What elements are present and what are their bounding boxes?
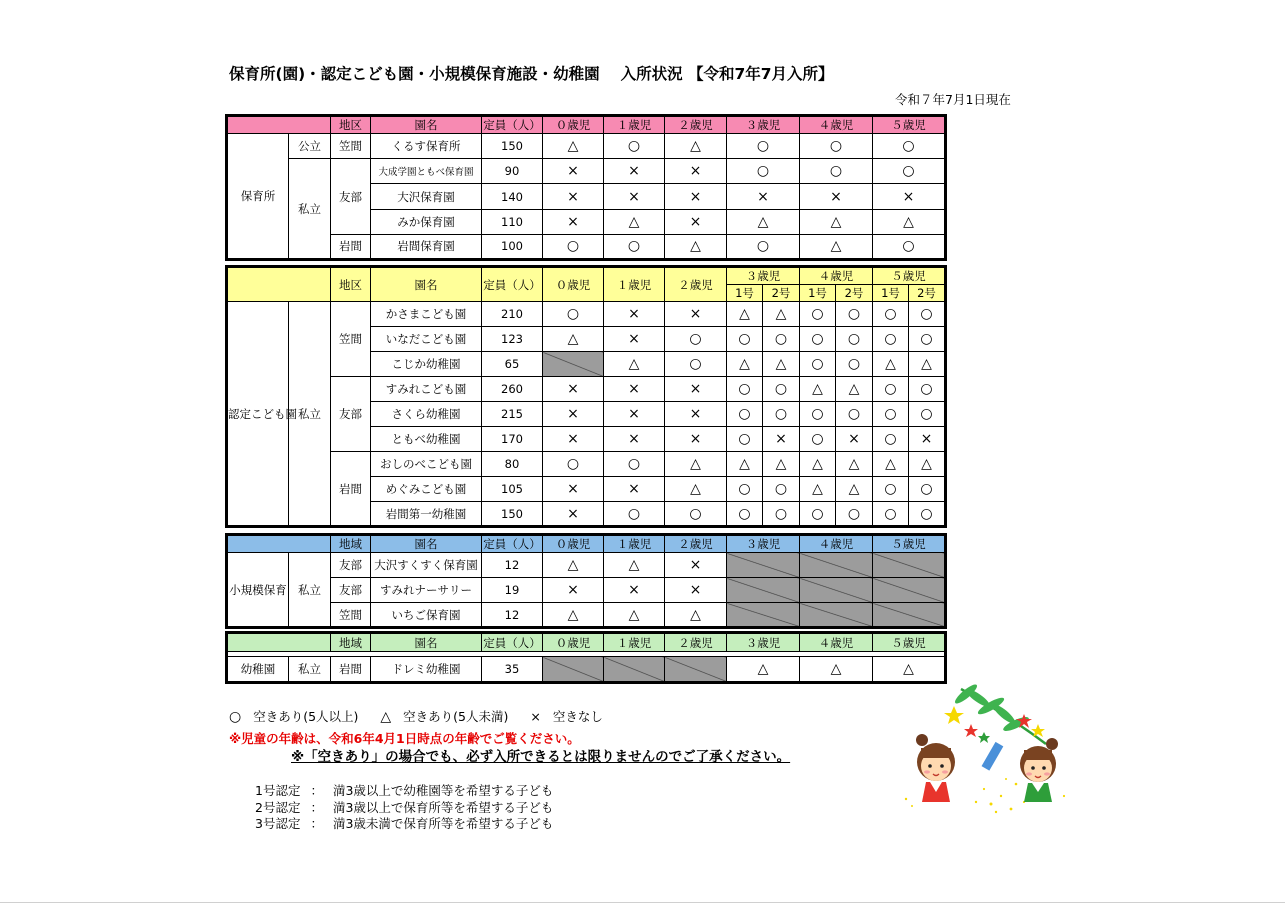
status-cell: × [604, 327, 665, 352]
header-capacity: 定員（人） [482, 633, 543, 652]
status-cell: × [543, 477, 604, 502]
status-cell: ○ [836, 402, 873, 427]
yochien-header-row [227, 633, 946, 652]
capacity-cell: 215 [482, 402, 543, 427]
table-row [227, 657, 946, 683]
definition-text: 満3歳未満で保育所等を希望する子ども [332, 816, 554, 831]
not-applicable-cell [727, 553, 800, 578]
table-row [227, 578, 946, 603]
status-cell: △ [604, 209, 665, 234]
status-cell: × [604, 477, 665, 502]
definition-separator: ： [310, 799, 323, 815]
header-age-0: ０歳児 [543, 116, 604, 134]
facility-name: すみれこども園 [371, 377, 482, 402]
status-cell: △ [873, 352, 909, 377]
header-age-5: ５歳児 [873, 535, 946, 553]
area-cell: 笠間 [331, 302, 371, 377]
status-cell: ○ [727, 134, 800, 159]
not-applicable-cell [727, 603, 800, 628]
header-blank [227, 633, 289, 652]
status-cell: × [665, 553, 727, 578]
header-age-4: ４歳児 [800, 535, 873, 553]
certification-definitions [255, 783, 553, 833]
capacity-cell: 80 [482, 452, 543, 477]
status-cell: ○ [543, 234, 604, 259]
status-cell: △ [727, 452, 763, 477]
facility-name: くるす保育所 [371, 134, 482, 159]
status-cell: △ [604, 603, 665, 628]
status-cell: × [665, 302, 727, 327]
capacity-cell: 12 [482, 553, 543, 578]
header-name: 園名 [371, 633, 482, 652]
availability-note: ※「空きあり」の場合でも、必ず入所できるとは限りませんのでご了承ください。 [291, 749, 791, 765]
status-cell: ○ [909, 302, 946, 327]
status-cell: × [909, 427, 946, 452]
header-area: 地域 [331, 633, 371, 652]
status-cell: ○ [604, 234, 665, 259]
area-cell: 笠間 [331, 134, 371, 159]
status-cell: ○ [665, 352, 727, 377]
facility-name: 大成学園ともべ保育園 [371, 159, 482, 184]
type-cell: 公立 [289, 134, 331, 159]
definition-label: 3号認定 [255, 816, 301, 831]
header-area: 地区 [331, 267, 371, 302]
shokibo-table [225, 533, 947, 629]
status-cell: ○ [543, 452, 604, 477]
capacity-cell: 123 [482, 327, 543, 352]
definition-row [255, 800, 553, 817]
header-name: 園名 [371, 267, 482, 302]
status-cell: ○ [873, 159, 946, 184]
header-blank [227, 116, 289, 134]
facility-name: おしのべこども園 [371, 452, 482, 477]
status-cell: ○ [665, 327, 727, 352]
area-cell: 岩間 [331, 657, 371, 683]
type-cell: 私立 [289, 159, 331, 260]
status-cell: × [604, 427, 665, 452]
status-cell: ○ [873, 377, 909, 402]
status-cell: △ [909, 352, 946, 377]
status-cell: ○ [800, 402, 836, 427]
illustration-svg [896, 684, 1076, 819]
facility-name: こじか幼稚園 [371, 352, 482, 377]
header-age-1: １歳児 [604, 267, 665, 302]
kodomoen-table [225, 265, 947, 528]
status-cell: △ [665, 452, 727, 477]
status-cell: △ [909, 452, 946, 477]
status-cell: △ [727, 209, 800, 234]
type-cell: 私立 [289, 657, 331, 683]
facility-name: みか保育園 [371, 209, 482, 234]
category-cell: 認定こども園 [227, 302, 289, 527]
header-sub-2go: 2号 [763, 285, 800, 302]
status-cell: × [665, 184, 727, 209]
header-blank [289, 535, 331, 553]
status-cell: ○ [873, 302, 909, 327]
type-cell: 私立 [289, 302, 331, 527]
header-age-4: ４歳児 [800, 116, 873, 134]
status-cell: △ [543, 327, 604, 352]
not-applicable-cell [873, 553, 946, 578]
status-cell: △ [763, 302, 800, 327]
status-cell: ○ [763, 502, 800, 527]
status-cell: △ [604, 352, 665, 377]
legend-triangle-symbol: △ [380, 709, 392, 725]
status-cell: ○ [909, 477, 946, 502]
definition-label: 2号認定 [255, 799, 301, 815]
definition-label: 1号認定 [255, 783, 301, 798]
status-cell: × [604, 578, 665, 603]
status-cell: × [800, 184, 873, 209]
status-cell: ○ [836, 502, 873, 527]
status-cell: × [543, 427, 604, 452]
header-age-5: ５歳児 [873, 633, 946, 652]
status-cell: ○ [909, 502, 946, 527]
header-age-5: ５歳児 [873, 116, 946, 134]
facility-name: いちご保育園 [371, 603, 482, 628]
status-cell: ○ [727, 377, 763, 402]
not-applicable-cell [543, 352, 604, 377]
status-cell: △ [604, 553, 665, 578]
facility-name: めぐみこども園 [371, 477, 482, 502]
status-cell: × [543, 578, 604, 603]
status-cell: △ [873, 657, 946, 683]
status-cell: × [543, 184, 604, 209]
area-cell: 岩間 [331, 452, 371, 527]
header-age-1: １歳児 [604, 535, 665, 553]
facility-name: 大沢保育園 [371, 184, 482, 209]
type-cell: 私立 [289, 553, 331, 628]
header-age-3: ３歳児 [727, 633, 800, 652]
header-age-0: ０歳児 [543, 535, 604, 553]
status-cell: × [665, 578, 727, 603]
status-cell: △ [873, 452, 909, 477]
status-cell: × [763, 427, 800, 452]
status-cell: ○ [836, 302, 873, 327]
status-cell: △ [665, 603, 727, 628]
header-area: 地域 [331, 535, 371, 553]
table-row [227, 159, 946, 184]
status-cell: × [727, 184, 800, 209]
status-cell: × [604, 159, 665, 184]
status-cell: ○ [727, 402, 763, 427]
status-cell: △ [665, 134, 727, 159]
header-age-3: ３歳児 [727, 116, 800, 134]
page-title: 保育所(園)・認定こども園・小規模保育施設・幼稚園 入所状況 【令和7年7月入所】 [229, 65, 834, 83]
status-cell: × [604, 377, 665, 402]
status-cell: × [604, 184, 665, 209]
status-cell: ○ [665, 502, 727, 527]
status-cell: ○ [763, 402, 800, 427]
header-capacity: 定員（人） [482, 535, 543, 553]
category-cell: 幼稚園 [227, 657, 289, 683]
status-cell: ○ [873, 327, 909, 352]
header-age-2: ２歳児 [665, 267, 727, 302]
status-cell: △ [873, 209, 946, 234]
not-applicable-cell [800, 578, 873, 603]
status-cell: × [665, 402, 727, 427]
status-cell: △ [800, 477, 836, 502]
status-cell: ○ [727, 427, 763, 452]
capacity-cell: 170 [482, 427, 543, 452]
tanabata-children-illustration [896, 684, 1076, 823]
header-age-3: ３歳児 [727, 267, 800, 285]
status-cell: ○ [873, 134, 946, 159]
capacity-cell: 140 [482, 184, 543, 209]
not-applicable-cell [727, 578, 800, 603]
status-cell: × [665, 427, 727, 452]
status-cell: △ [800, 657, 873, 683]
capacity-cell: 210 [482, 302, 543, 327]
not-applicable-cell [873, 603, 946, 628]
legend-cross-symbol: × [530, 709, 541, 724]
area-cell: 友部 [331, 553, 371, 578]
capacity-cell: 35 [482, 657, 543, 683]
capacity-cell: 100 [482, 234, 543, 259]
area-cell: 友部 [331, 578, 371, 603]
header-age-0: ０歳児 [543, 267, 604, 302]
status-cell: △ [800, 234, 873, 259]
legend-circle-symbol: ○ [229, 709, 242, 725]
capacity-cell: 150 [482, 502, 543, 527]
definition-separator: ： [310, 783, 323, 798]
header-age-1: １歳児 [604, 116, 665, 134]
header-capacity: 定員（人） [482, 116, 543, 134]
header-area: 地区 [331, 116, 371, 134]
facility-name: ともべ幼稚園 [371, 427, 482, 452]
legend-cross-text: 空きなし [552, 709, 603, 724]
status-cell: △ [836, 452, 873, 477]
table-row [227, 302, 946, 327]
status-cell: ○ [836, 352, 873, 377]
header-sub-1go: 1号 [873, 285, 909, 302]
status-cell: ○ [763, 477, 800, 502]
capacity-cell: 12 [482, 603, 543, 628]
not-applicable-cell [543, 657, 604, 683]
status-cell: △ [727, 302, 763, 327]
status-cell: ○ [800, 352, 836, 377]
status-cell: △ [727, 657, 800, 683]
status-cell: ○ [727, 502, 763, 527]
area-cell: 岩間 [331, 234, 371, 259]
table-row [227, 553, 946, 578]
facility-name: いなだこども園 [371, 327, 482, 352]
status-cell: ○ [727, 159, 800, 184]
as-of-date: 令和７年7月1日現在 [895, 92, 1011, 107]
status-cell: × [665, 377, 727, 402]
header-sub-1go: 1号 [800, 285, 836, 302]
table-row [227, 134, 946, 159]
definition-row [255, 816, 553, 833]
status-cell: ○ [727, 477, 763, 502]
capacity-cell: 150 [482, 134, 543, 159]
not-applicable-cell [800, 553, 873, 578]
header-age-2: ２歳児 [665, 116, 727, 134]
area-cell: 友部 [331, 377, 371, 452]
status-cell: △ [727, 352, 763, 377]
header-name: 園名 [371, 116, 482, 134]
status-cell: × [873, 184, 946, 209]
status-cell: × [543, 502, 604, 527]
header-age-2: ２歳児 [665, 535, 727, 553]
status-cell: ○ [727, 234, 800, 259]
definition-text: 満3歳以上で幼稚園等を希望する子ども [332, 783, 554, 798]
facility-name: 大沢すくすく保育園 [371, 553, 482, 578]
facility-name: かさまこども園 [371, 302, 482, 327]
area-cell: 笠間 [331, 603, 371, 628]
capacity-cell: 90 [482, 159, 543, 184]
capacity-cell: 65 [482, 352, 543, 377]
status-cell: △ [800, 209, 873, 234]
legend-triangle-text: 空きあり(5人未満) [403, 709, 509, 724]
page-bottom-divider [0, 902, 1285, 903]
status-cell: △ [665, 477, 727, 502]
legend [229, 707, 603, 725]
status-cell: ○ [800, 427, 836, 452]
capacity-cell: 105 [482, 477, 543, 502]
header-sub-2go: 2号 [836, 285, 873, 302]
status-cell: × [604, 302, 665, 327]
header-age-0: ０歳児 [543, 633, 604, 652]
capacity-cell: 110 [482, 209, 543, 234]
status-cell: △ [543, 603, 604, 628]
status-cell: ○ [836, 327, 873, 352]
facility-name: さくら幼稚園 [371, 402, 482, 427]
status-cell: △ [763, 452, 800, 477]
status-cell: △ [665, 234, 727, 259]
status-cell: ○ [763, 327, 800, 352]
status-cell: ○ [873, 427, 909, 452]
facility-name: ドレミ幼稚園 [371, 657, 482, 683]
status-cell: ○ [727, 327, 763, 352]
legend-circle-text: 空きあり(5人以上) [253, 709, 359, 724]
facility-name: すみれナーサリー [371, 578, 482, 603]
yochien-table [225, 631, 947, 684]
status-cell: △ [800, 377, 836, 402]
header-blank [227, 267, 289, 302]
table-row [227, 234, 946, 259]
shokibo-header-row [227, 535, 946, 553]
status-cell: △ [836, 377, 873, 402]
status-cell: △ [543, 553, 604, 578]
status-cell: × [604, 402, 665, 427]
status-cell: × [543, 159, 604, 184]
status-cell: ○ [800, 327, 836, 352]
header-name: 園名 [371, 535, 482, 553]
status-cell: ○ [800, 302, 836, 327]
status-cell: ○ [543, 302, 604, 327]
status-cell: ○ [604, 452, 665, 477]
table-row [227, 603, 946, 628]
header-age-4: ４歳児 [800, 267, 873, 285]
header-blank [289, 633, 331, 652]
category-cell: 小規模保育 [227, 553, 289, 628]
status-cell: ○ [873, 477, 909, 502]
capacity-cell: 260 [482, 377, 543, 402]
header-blank [227, 535, 289, 553]
definition-separator: ： [310, 816, 323, 831]
table-row [227, 377, 946, 402]
header-sub-1go: 1号 [727, 285, 763, 302]
status-cell: ○ [800, 502, 836, 527]
status-cell: × [665, 159, 727, 184]
not-applicable-cell [665, 657, 727, 683]
status-cell: ○ [604, 134, 665, 159]
header-capacity: 定員（人） [482, 267, 543, 302]
definition-row [255, 783, 553, 800]
status-cell: ○ [909, 402, 946, 427]
kodomoen-header-row [227, 267, 946, 285]
status-cell: × [543, 377, 604, 402]
status-cell: ○ [763, 377, 800, 402]
status-cell: × [543, 209, 604, 234]
not-applicable-cell [800, 603, 873, 628]
status-cell: ○ [604, 502, 665, 527]
status-cell: ○ [873, 234, 946, 259]
header-age-1: １歳児 [604, 633, 665, 652]
status-cell: ○ [800, 134, 873, 159]
status-cell: △ [763, 352, 800, 377]
header-age-4: ４歳児 [800, 633, 873, 652]
header-sub-2go: 2号 [909, 285, 946, 302]
age-note: ※児童の年齢は、令和6年4月1日時点の年齢でご覧ください。 [229, 731, 580, 746]
capacity-cell: 19 [482, 578, 543, 603]
header-blank [289, 267, 331, 302]
status-cell: ○ [800, 159, 873, 184]
status-cell: × [836, 427, 873, 452]
status-cell: ○ [909, 377, 946, 402]
table-row [227, 452, 946, 477]
header-age-2: ２歳児 [665, 633, 727, 652]
status-cell: ○ [909, 327, 946, 352]
facility-name: 岩間第一幼稚園 [371, 502, 482, 527]
status-cell: × [665, 209, 727, 234]
header-blank [289, 116, 331, 134]
status-cell: △ [543, 134, 604, 159]
header-age-5: ５歳児 [873, 267, 946, 285]
header-age-3: ３歳児 [727, 535, 800, 553]
definition-text: 満3歳以上で保育所等を希望する子ども [332, 799, 554, 815]
status-cell: ○ [873, 502, 909, 527]
status-cell: ○ [873, 402, 909, 427]
facility-name: 岩間保育園 [371, 234, 482, 259]
not-applicable-cell [604, 657, 665, 683]
hoikusho-header-row [227, 116, 946, 134]
area-cell: 友部 [331, 159, 371, 235]
not-applicable-cell [873, 578, 946, 603]
category-cell: 保育所 [227, 134, 289, 260]
status-cell: × [543, 402, 604, 427]
status-cell: △ [836, 477, 873, 502]
hoikusho-table [225, 114, 947, 261]
status-cell: △ [800, 452, 836, 477]
